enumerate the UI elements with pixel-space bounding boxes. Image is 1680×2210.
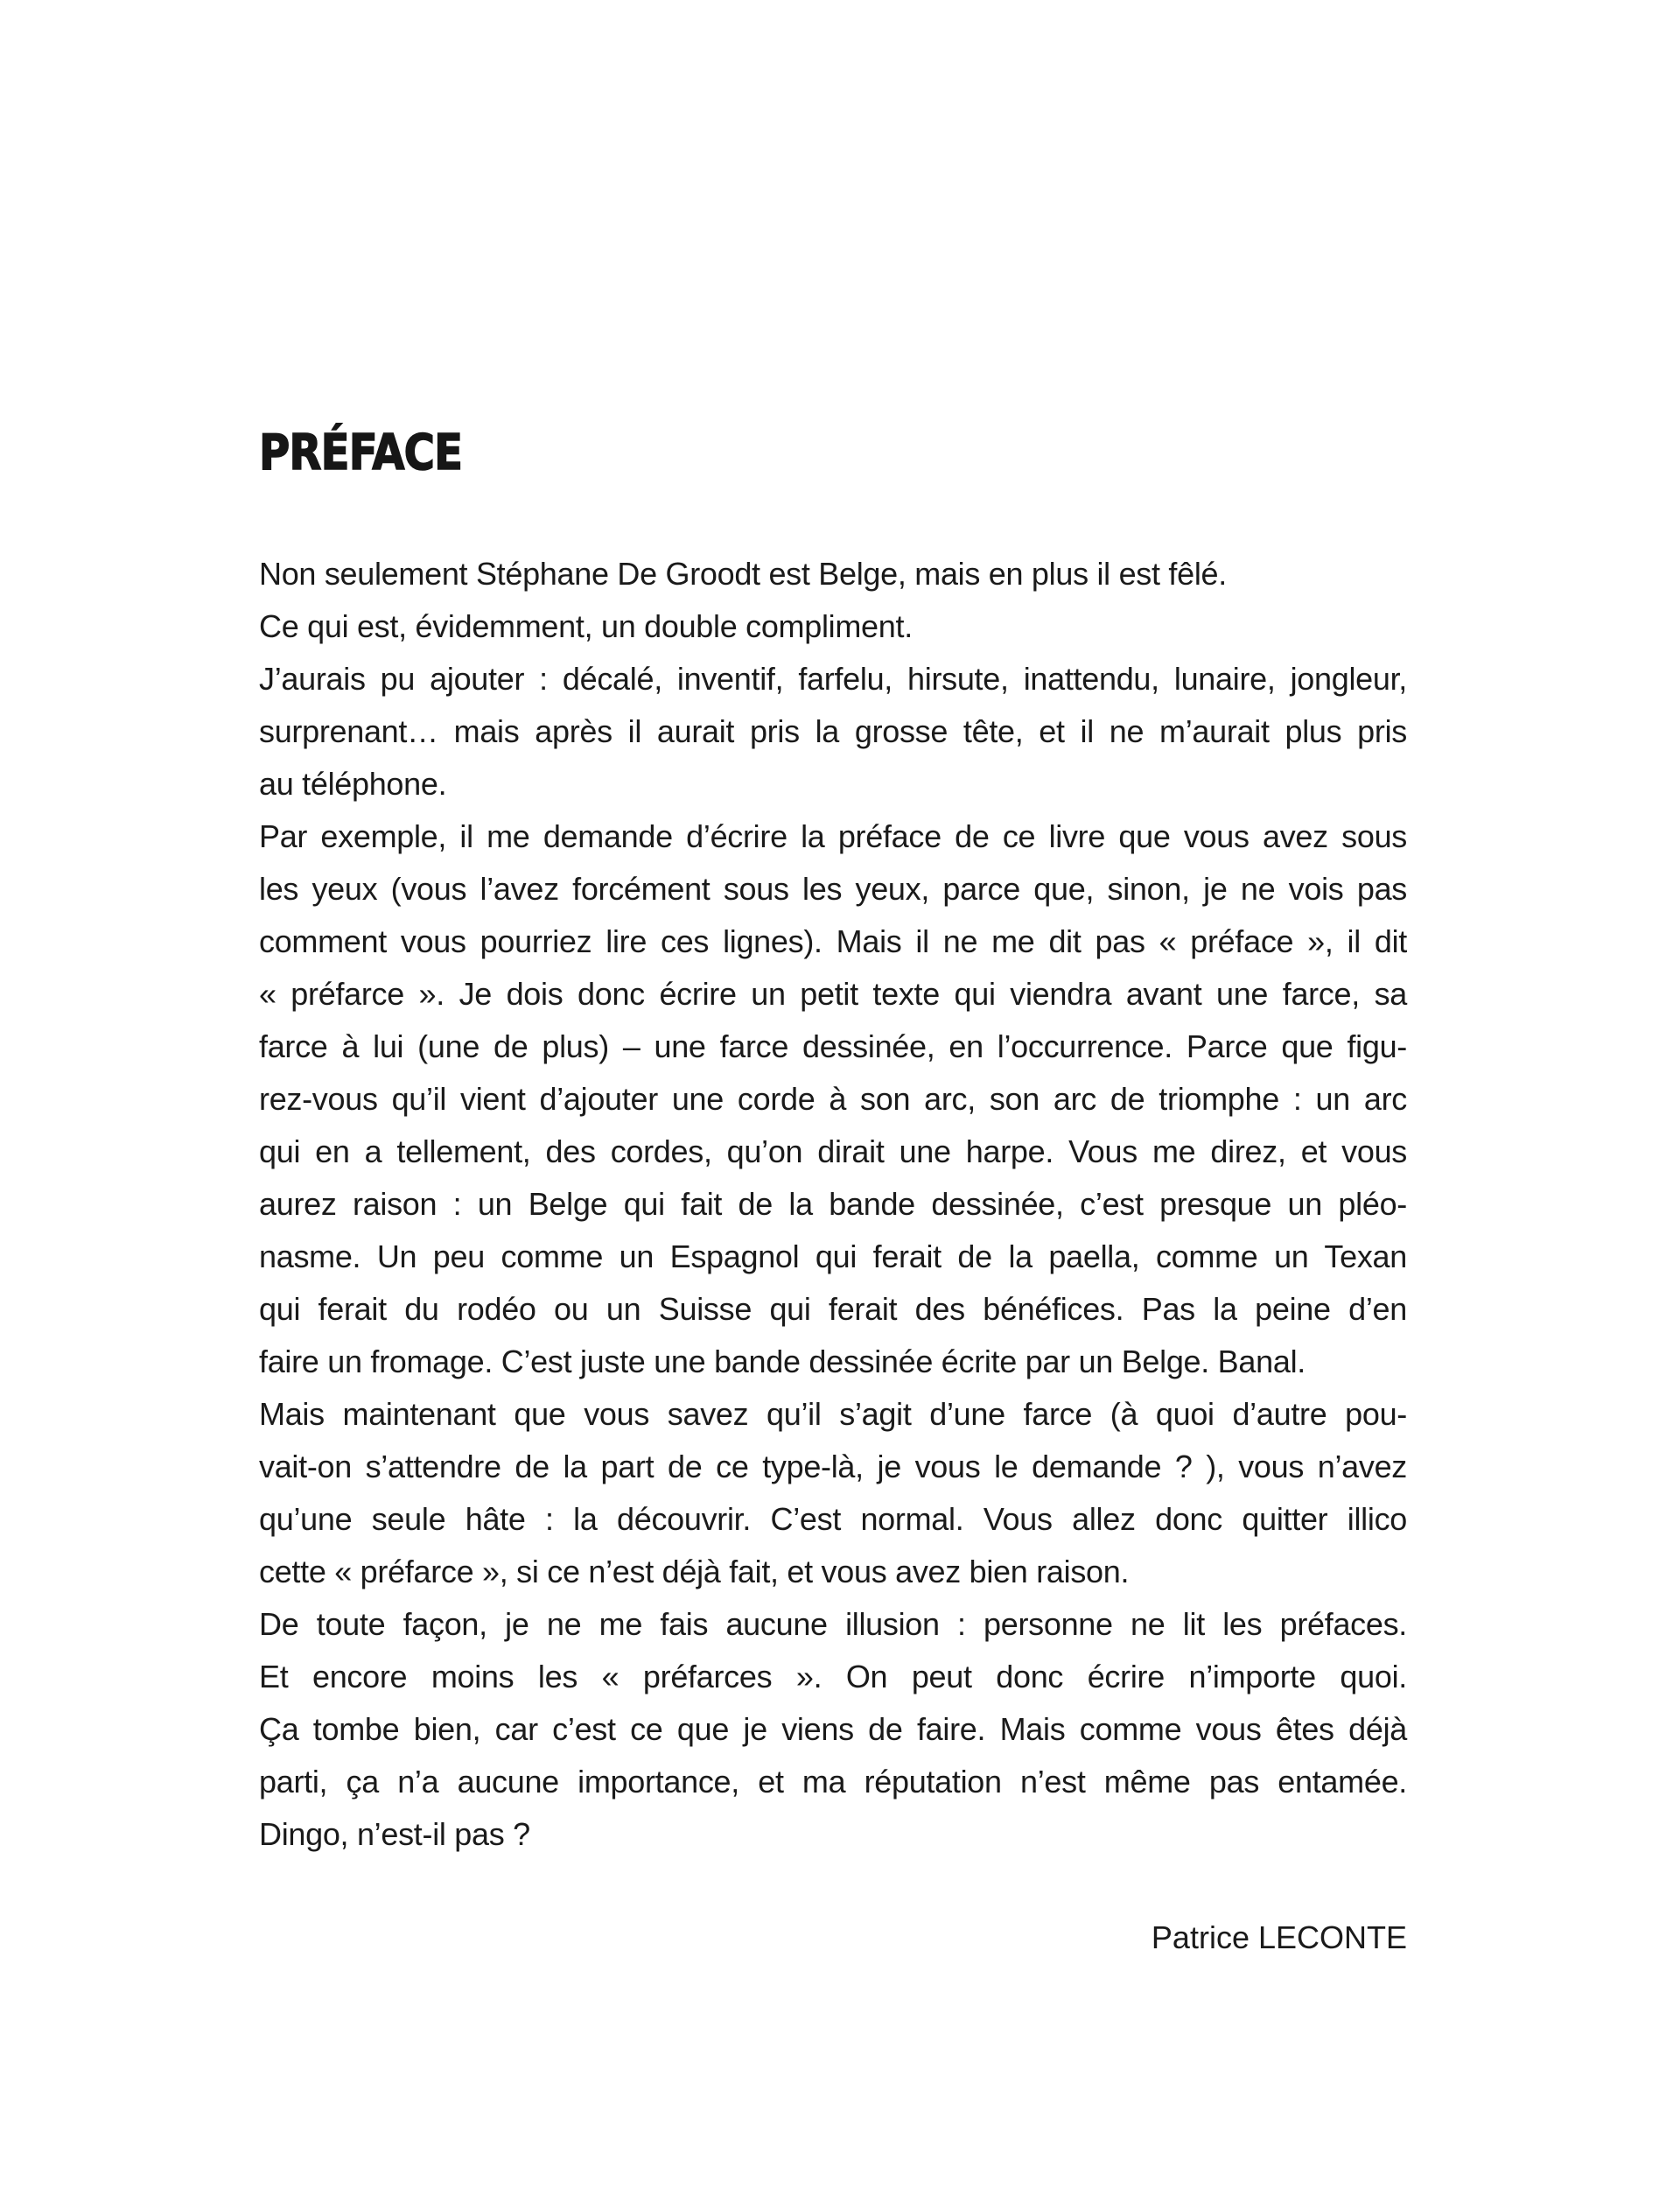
text-line: Dingo, n’est-il pas ? <box>259 1816 530 1852</box>
text-line: qu’une seule hâte : la découvrir. C’est normal. Vous allez donc quitter illico <box>259 1501 1407 1537</box>
text-line: qui ferait du rodéo ou un Suisse qui ferait des bénéfices. Pas la peine d’en <box>259 1291 1407 1327</box>
text-line: surprenant… mais après il aurait pris la grosse tête, et il ne m’aurait plus pris <box>259 713 1407 749</box>
text-line: Ce qui est, évidemment, un double compliment. <box>259 608 913 644</box>
page-title: PRÉFACE <box>259 424 463 481</box>
text-line: vait-on s’attendre de la part de ce type-là, je vous le demande ? ), vous n’avez <box>259 1449 1407 1484</box>
text-line: comment vous pourriez lire ces lignes). Mais il ne me dit pas « préface », il dit <box>259 923 1407 959</box>
text-line: Non seulement Stéphane De Groodt est Belge, mais en plus il est fêlé. <box>259 556 1227 592</box>
text-line: farce à lui (une de plus) – une farce dessinée, en l’occurrence. Parce que figu- <box>259 1028 1407 1064</box>
text-line: rez-vous qu’il vient d’ajouter une corde à son arc, son arc de triomphe : un arc <box>259 1081 1407 1117</box>
text-line: parti, ça n’a aucune importance, et ma réputation n’est même pas entamée. <box>259 1764 1407 1800</box>
text-line: les yeux (vous l’avez forcément sous les yeux, parce que, sinon, je ne vois pas <box>259 871 1407 907</box>
text-line: Mais maintenant que vous savez qu’il s’agit d’une farce (à quoi d’autre pou- <box>259 1396 1407 1432</box>
text-line: Et encore moins les « préfarces ». On peut donc écrire n’importe quoi. <box>259 1659 1407 1694</box>
text-line: nasme. Un peu comme un Espagnol qui ferait de la paella, comme un Texan <box>259 1238 1407 1274</box>
text-line: faire un fromage. C’est juste une bande dessinée écrite par un Belge. Banal. <box>259 1344 1306 1379</box>
preface-body <box>259 548 1407 1861</box>
text-line: De toute façon, je ne me fais aucune illusion : personne ne lit les préfaces. <box>259 1606 1407 1642</box>
text-line: Par exemple, il me demande d’écrire la préface de ce livre que vous avez sous <box>259 818 1407 854</box>
author-signature: Patrice LECONTE <box>1151 1919 1407 1955</box>
text-line: au téléphone. <box>259 766 447 802</box>
text-line: J’aurais pu ajouter : décalé, inventif, farfelu, hirsute, inattendu, lunaire, jongleur, <box>259 661 1407 697</box>
text-line: aurez raison : un Belge qui fait de la bande dessinée, c’est presque un pléo- <box>259 1186 1407 1222</box>
text-line: cette « préfarce », si ce n’est déjà fait, et vous avez bien raison. <box>259 1554 1130 1589</box>
text-line: Ça tombe bien, car c’est ce que je viens de faire. Mais comme vous êtes déjà <box>259 1711 1407 1747</box>
text-line: qui en a tellement, des cordes, qu’on dirait une harpe. Vous me direz, et vous <box>259 1133 1407 1169</box>
text-line: « préfarce ». Je dois donc écrire un petit texte qui viendra avant une farce, sa <box>259 976 1407 1012</box>
